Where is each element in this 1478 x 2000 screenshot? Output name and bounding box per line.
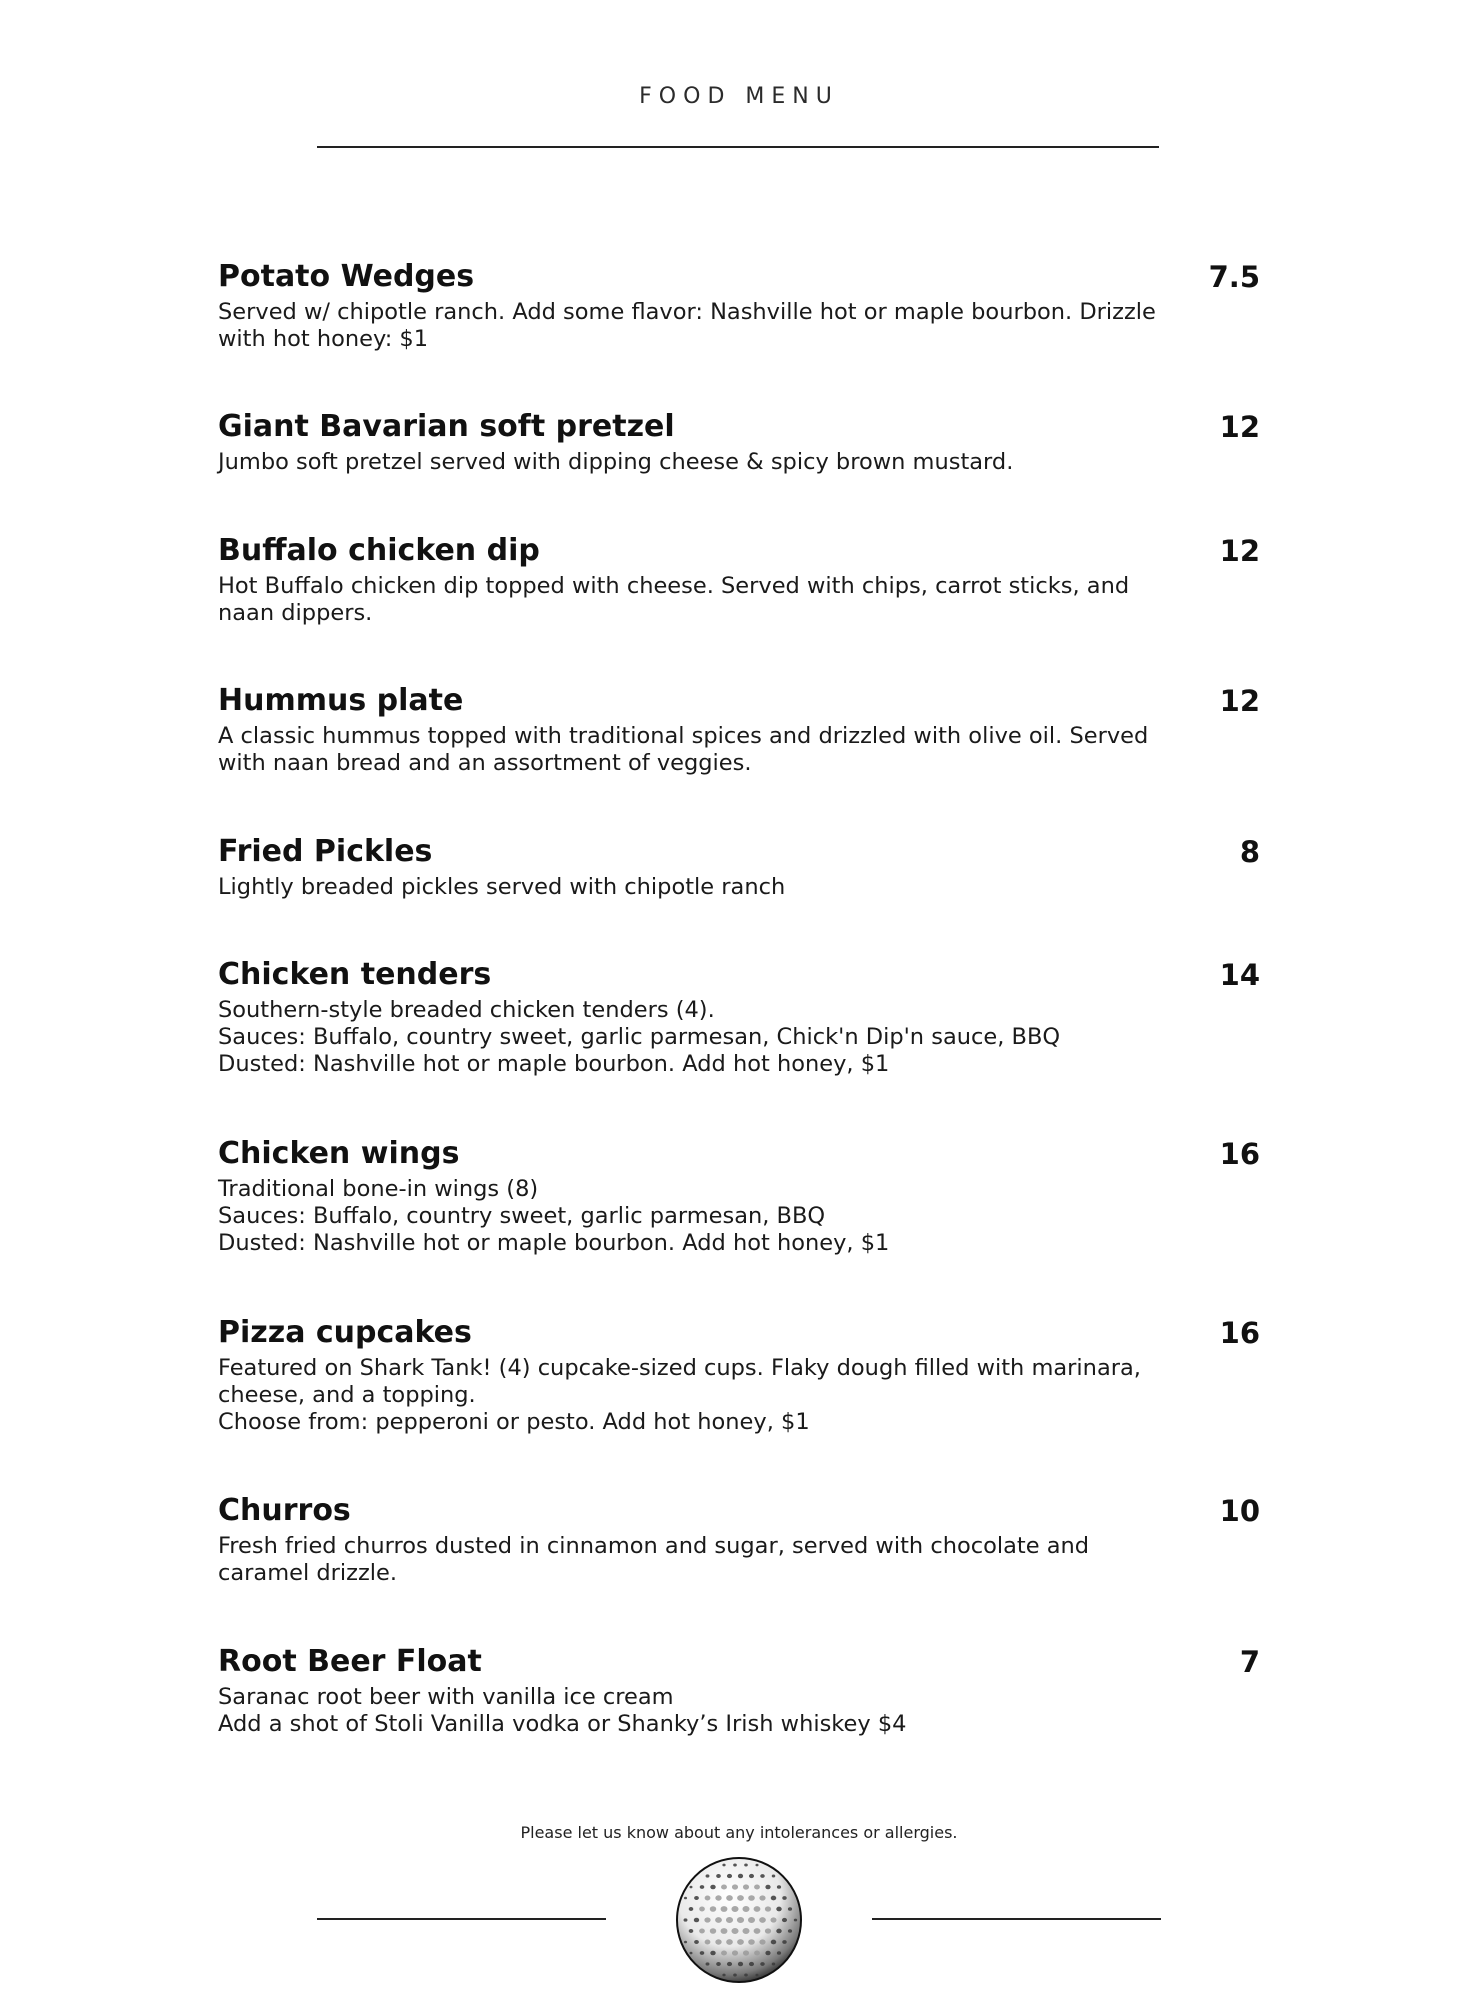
golf-ball-dimple — [737, 1939, 744, 1945]
menu-item-description — [218, 449, 1118, 476]
menu-item-price: 14 — [1219, 958, 1260, 992]
menu-item-header — [218, 1492, 1260, 1530]
golf-ball-dimple — [754, 1885, 760, 1890]
golf-ball-dimple — [782, 1940, 786, 1944]
golf-ball-dimple — [732, 1950, 738, 1955]
golf-ball-dimple — [788, 1907, 792, 1911]
golf-ball-dimple — [771, 1940, 777, 1945]
golf-ball-dimple — [716, 1962, 721, 1966]
menu-item — [218, 956, 1260, 1078]
menu-item — [218, 258, 1260, 353]
menu-item-header — [218, 1135, 1260, 1173]
golf-ball-dimple — [744, 1973, 748, 1976]
menu-item-description — [218, 1176, 1118, 1257]
golf-ball-dimple — [699, 1929, 705, 1934]
menu-item — [218, 532, 1260, 627]
golf-ball-dimple — [732, 1884, 738, 1889]
golf-ball-dimple — [733, 1973, 737, 1976]
description-line: Lightly breaded pickles served with chipotle ranch — [218, 874, 786, 900]
menu-item-header — [218, 682, 1260, 720]
description-line: with naan bread and an assortment of veggies. — [218, 750, 752, 776]
menu-item-price: 12 — [1219, 534, 1260, 568]
description-line: Dusted: Nashville hot or maple bourbon. Add hot honey, $1 — [218, 1230, 890, 1256]
golf-ball-dimple — [715, 1895, 721, 1900]
menu-item-name: Chicken tenders — [218, 957, 492, 992]
golf-ball-dimple — [765, 1885, 770, 1889]
menu-item-price: 8 — [1239, 835, 1260, 869]
golf-ball-dimple — [721, 1950, 727, 1955]
menu-item-description — [218, 299, 1156, 353]
golf-ball-dimple — [722, 1864, 725, 1867]
menu-item-name: Hummus plate — [218, 683, 464, 718]
menu-item-header — [218, 833, 1260, 871]
description-line: Fresh fried churros dusted in cinnamon and sugar, served with chocolate and — [218, 1533, 1090, 1559]
golf-ball-dimple — [770, 1917, 776, 1922]
golf-ball-dimple — [759, 1895, 765, 1900]
golf-ball-dimple — [704, 1917, 710, 1922]
menu-item-header — [218, 258, 1260, 296]
golf-ball-dimple — [754, 1906, 761, 1912]
description-line: caramel drizzle. — [218, 1560, 398, 1586]
page-title: FOOD MENU — [639, 84, 839, 109]
menu-item-header — [218, 1643, 1260, 1681]
golf-ball-dimple — [694, 1918, 699, 1923]
golf-ball-icon — [674, 1855, 804, 1985]
golf-ball-dimple — [690, 1886, 693, 1889]
menu-item — [218, 1492, 1260, 1587]
golf-ball-dimple — [721, 1884, 727, 1889]
golf-ball-dimple — [765, 1951, 770, 1955]
golf-ball-dimple — [727, 1962, 732, 1966]
golf-ball-dimple — [694, 1896, 699, 1900]
golf-ball-dimple — [731, 1906, 738, 1912]
menu-item-name: Potato Wedges — [218, 259, 475, 294]
menu-item-name: Chicken wings — [218, 1136, 460, 1171]
menu-item-price: 12 — [1219, 684, 1260, 718]
golf-ball-dimple — [715, 1939, 721, 1944]
menu-item-description — [218, 723, 1149, 777]
golf-ball-dimple — [771, 1896, 777, 1901]
description-line: Saranac root beer with vanilla ice cream — [218, 1684, 674, 1710]
description-line: A classic hummus topped with traditional spices and drizzled with olive oil. Served — [218, 723, 1149, 749]
golf-ball-dimple — [726, 1917, 733, 1923]
golf-ball-dimple — [777, 1951, 781, 1955]
golf-ball-dimple — [738, 1874, 743, 1878]
golf-ball-dimple — [743, 1884, 749, 1889]
golf-ball-dimple — [742, 1906, 749, 1912]
menu-item-name: Buffalo chicken dip — [218, 533, 540, 568]
golf-ball-dimple — [710, 1885, 715, 1890]
menu-item-description — [218, 1533, 1118, 1587]
menu-item-price: 7.5 — [1208, 260, 1260, 294]
description-line: cheese, and a topping. — [218, 1382, 476, 1408]
golf-ball-dimple — [744, 1863, 748, 1866]
golf-ball-dimple — [689, 1929, 694, 1933]
golf-ball-dimple — [759, 1917, 766, 1923]
golf-ball-dimple — [738, 1962, 743, 1966]
golf-ball-dimple — [737, 1917, 744, 1923]
description-line: Southern-style breaded chicken tenders (4). — [218, 997, 715, 1023]
menu-item-price: 7 — [1239, 1645, 1260, 1679]
golf-ball-dimple — [755, 1864, 758, 1867]
description-line: naan dippers. — [218, 600, 373, 626]
golf-ball-dimple — [733, 1863, 737, 1866]
description-line: Sauces: Buffalo, country sweet, garlic parmesan, BBQ — [218, 1203, 826, 1229]
golf-ball-dimple — [776, 1929, 781, 1934]
menu-item-price: 16 — [1219, 1137, 1260, 1171]
golf-ball-dimple — [748, 1895, 755, 1901]
golf-ball-dimple — [705, 1940, 711, 1945]
menu-item-name: Churros — [218, 1493, 351, 1528]
menu-item-description — [218, 573, 1130, 627]
description-line: Hot Buffalo chicken dip topped with cheese. Served with chips, carrot sticks, and — [218, 573, 1130, 599]
description-line: Dusted: Nashville hot or maple bourbon. Add hot honey, $1 — [218, 1051, 890, 1077]
menu-item — [218, 1135, 1260, 1257]
golf-ball-dimple — [684, 1897, 687, 1900]
golf-ball-dimple — [726, 1939, 733, 1945]
golf-ball-dimple — [755, 1974, 758, 1977]
footer-divider-left — [317, 1918, 606, 1920]
menu-item-name: Root Beer Float — [218, 1644, 482, 1679]
golf-ball-dimple — [700, 1951, 705, 1955]
golf-ball-dimple — [710, 1906, 716, 1911]
golf-ball-dimple — [710, 1928, 716, 1933]
menu-item-name: Fried Pickles — [218, 834, 433, 869]
menu-item-header — [218, 532, 1260, 570]
allergy-note: Please let us know about any intolerances or allergies. — [520, 1823, 958, 1842]
golf-ball-dimple — [782, 1896, 786, 1900]
golf-ball-dimple — [776, 1907, 781, 1912]
menu-item-name: Pizza cupcakes — [218, 1315, 472, 1350]
golf-ball-dimple — [782, 1918, 787, 1922]
golf-ball-dimple — [743, 1950, 749, 1955]
golf-ball-dimple — [705, 1896, 711, 1901]
golf-ball-dimple — [794, 1919, 797, 1922]
golf-ball-dimple — [772, 1963, 776, 1966]
golf-ball-dimple — [788, 1929, 792, 1933]
golf-ball-dimple — [716, 1874, 721, 1878]
golf-ball-dimple — [731, 1928, 738, 1934]
menu-item-name: Giant Bavarian soft pretzel — [218, 409, 675, 444]
title-divider — [317, 146, 1159, 148]
golf-ball-dimple — [722, 1974, 725, 1977]
menu-item — [218, 408, 1260, 476]
golf-ball-dimple — [748, 1939, 755, 1945]
golf-ball-dimple — [754, 1951, 760, 1956]
menu-item-description — [218, 1355, 1141, 1436]
golf-ball-dimple — [772, 1875, 776, 1878]
golf-ball-dimple — [760, 1962, 765, 1966]
golf-ball-dimple — [726, 1895, 733, 1901]
golf-ball-dimple — [749, 1874, 754, 1878]
golf-ball-dimple — [742, 1928, 749, 1934]
golf-ball-dimple — [706, 1962, 710, 1965]
menu-item-header — [218, 1314, 1260, 1352]
golf-ball-dimple — [690, 1952, 693, 1955]
menu-item-price: 16 — [1219, 1316, 1260, 1350]
menu-item — [218, 833, 1260, 901]
footer-divider-right — [872, 1918, 1161, 1920]
description-line: Served w/ chipotle ranch. Add some flavor: Nashville hot or maple bourbon. Drizzle — [218, 299, 1156, 325]
description-line: with hot honey: $1 — [218, 326, 429, 352]
golf-ball-dimple — [760, 1874, 765, 1878]
golf-ball-dimple — [684, 1941, 687, 1944]
menu-item-header — [218, 408, 1260, 446]
golf-ball-dimple — [710, 1951, 715, 1956]
menu-item — [218, 682, 1260, 777]
golf-ball-dimple — [721, 1928, 728, 1934]
description-line: Add a shot of Stoli Vanilla vodka or Shanky’s Irish whiskey $4 — [218, 1711, 907, 1737]
golf-ball-dimple — [748, 1917, 755, 1923]
golf-ball-dimple — [706, 1874, 710, 1877]
menu-item-header — [218, 956, 1260, 994]
description-line: Sauces: Buffalo, country sweet, garlic parmesan, Chick'n Dip'n sauce, BBQ — [218, 1024, 1061, 1050]
menu-item — [218, 1314, 1260, 1436]
menu-item-description — [218, 997, 1118, 1078]
description-line: Jumbo soft pretzel served with dipping cheese & spicy brown mustard. — [218, 449, 1014, 475]
golf-ball-dimple — [765, 1928, 771, 1933]
golf-ball-dimple — [699, 1907, 705, 1912]
golf-ball-dimple — [737, 1895, 744, 1901]
menu-item-price: 12 — [1219, 410, 1260, 444]
golf-ball-dimple — [765, 1906, 771, 1911]
description-line: Featured on Shark Tank! (4) cupcake-sized cups. Flaky dough filled with marinara, — [218, 1355, 1141, 1381]
menu-item-description — [218, 874, 1118, 901]
menu-item-description — [218, 1684, 1118, 1738]
golf-ball-dimple — [689, 1907, 694, 1911]
golf-ball-dimple — [754, 1928, 761, 1934]
menu-item-price: 10 — [1219, 1494, 1260, 1528]
golf-ball-dimple — [694, 1940, 699, 1944]
golf-ball-dimple — [715, 1917, 722, 1923]
golf-ball-dimple — [684, 1918, 688, 1921]
golf-ball-dimple — [727, 1874, 732, 1878]
description-line: Choose from: pepperoni or pesto. Add hot honey, $1 — [218, 1409, 810, 1435]
golf-ball-dimple — [721, 1906, 728, 1912]
description-line: Traditional bone-in wings (8) — [218, 1176, 539, 1202]
golf-ball-dimple — [700, 1885, 705, 1889]
golf-ball-dimple — [749, 1962, 754, 1966]
menu-item — [218, 1643, 1260, 1738]
golf-ball-dimple — [759, 1939, 765, 1944]
golf-ball-dimple — [777, 1885, 781, 1889]
